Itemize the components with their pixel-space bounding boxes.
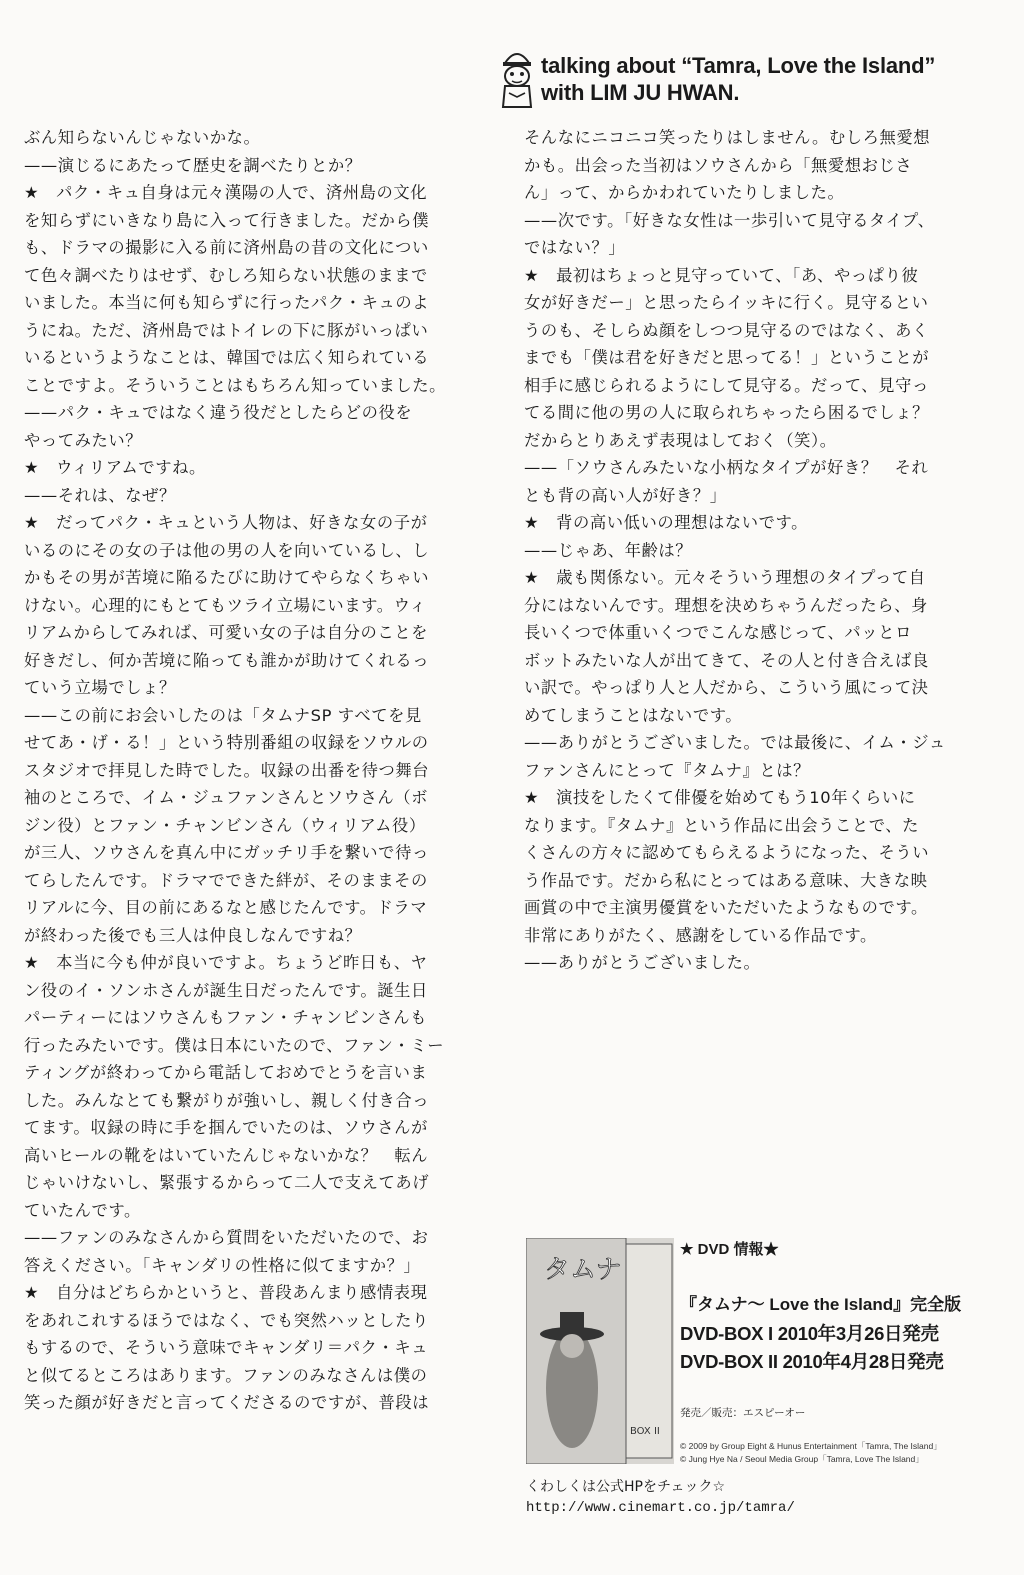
- text-line: 分にはないんです。理想を決めちゃうんだったら、身: [524, 595, 928, 615]
- text-line: てらしたんです。ドラマでできた絆が、そのままその: [24, 870, 428, 890]
- text-line: ★ だってパク・キュという人物は、好きな女の子が: [24, 513, 428, 532]
- text-line: そんなにニコニコ笑ったりはしません。むしろ無愛想: [524, 128, 931, 147]
- text-line: した。みんなとても繋がりが強いし、親しく付き合っ: [24, 1090, 430, 1110]
- text-line: ——次です。「好きな女性は一歩引いて見守るタイプ、: [524, 210, 935, 230]
- dvd-check-note: くわしくは公式HPをチェック☆: [526, 1479, 726, 1495]
- text-line: ン役のイ・ソンホさんが誕生日だったんです。誕生日: [24, 980, 428, 1000]
- text-line: が三人、ソウさんを真ん中にガッチリ手を繋いで待っ: [24, 843, 429, 862]
- text-line: ティングが終わってから電話しておめでとうを言いま: [24, 1063, 428, 1082]
- text-line: までも「僕は君を好きだと思ってる！」ということが: [524, 348, 930, 367]
- dol-hareubang-icon: [497, 45, 537, 111]
- text-line: ——じゃあ、年齢は？: [524, 540, 693, 560]
- article-header: [497, 45, 997, 115]
- header-line-2: with LIM JU HWAN.: [541, 80, 740, 105]
- left-column: [24, 124, 498, 1417]
- text-line: けない。心理的にもとてもツライ立場にいます。ウィ: [24, 595, 427, 615]
- text-line: ——この前にお会いしたのは「タムナSP すべてを見: [24, 705, 422, 725]
- dvd-copyright-2: © Jung Hye Na / Seoul Media Group「Tamra, Love The Island」: [680, 1454, 924, 1464]
- dvd-copyright-1: © 2009 by Group Eight & Hunus Entertainment「Tamra, The Island」: [680, 1441, 942, 1451]
- header-line-1: talking about “Tamra, Love the Island”: [541, 53, 936, 78]
- text-line: いました。本当に何も知らずに行ったパク・キュのよ: [24, 293, 430, 312]
- text-line: 画賞の中で主演男優賞をいただいたようなものです。: [524, 898, 928, 917]
- dvd-title: 『タムナ〜 Love the Island』完全版: [680, 1295, 962, 1314]
- text-line: ——パク・キュではなく違う役だとしたらどの役を: [24, 403, 413, 422]
- text-line: 答えください。「キャンダリの性格に似てますか？」: [24, 1255, 421, 1275]
- text-line: 相手に感じられるようにして見守る。だって、見守っ: [524, 375, 929, 395]
- text-line: ボットみたいな人が出てきて、その人と付き合えば良: [524, 650, 929, 670]
- text-line: めてしまうことはないです。: [524, 705, 743, 725]
- text-line: 高いヒールの靴をはいていたんじゃないかな？ 転ん: [24, 1145, 429, 1165]
- dvd-box1-release: DVD-BOX I 2010年3月26日発売: [680, 1323, 939, 1344]
- text-line: ていたんです。: [24, 1200, 141, 1220]
- text-line: ていう立場でしょ？: [24, 678, 176, 697]
- text-line: 非常にありがたく、感謝をしている作品です。: [524, 925, 877, 945]
- text-line: ★ 背の高い低いの理想はないです。: [524, 513, 808, 532]
- right-column: [524, 124, 984, 977]
- text-line: いるのにその女の子は他の男の人を向いているし、し: [24, 540, 430, 560]
- text-line: かもその男が苦境に陥るたびに助けてやらなくちゃい: [24, 568, 430, 587]
- text-line: ——ありがとうございました。では最後に、イム・ジュ: [524, 733, 946, 752]
- text-line: 袖のところで、イム・ジュファンさんとソウさん（ボ: [24, 788, 429, 807]
- dvd-heading: ★ DVD 情報★: [680, 1241, 779, 1258]
- text-line: ——「ソウさんみたいな小柄なタイプが好き？ それ: [524, 458, 929, 477]
- text-line: うにね。ただ、済州島ではトイレの下に豚がいっぱい: [24, 320, 429, 340]
- text-line: なります。『タムナ』という作品に出会うことで、た: [524, 815, 920, 835]
- text-line: リアルに今、目の前にあるなと感じたんです。ドラマ: [24, 898, 428, 917]
- text-line: ★ 歳も関係ない。元々そういう理想のタイプって自: [524, 568, 926, 587]
- dvd-box2-release: DVD-BOX II 2010年4月28日発売: [680, 1351, 944, 1372]
- text-line: ★ ウィリアムですね。: [24, 458, 206, 477]
- text-line: 笑った顔が好きだと言ってくださるのですが、普段は: [24, 1393, 430, 1412]
- text-line: 好きだし、何か苦境に陥っても誰かが助けてくれるっ: [24, 650, 430, 670]
- text-line: をあれこれするほうではなく、でも突然ハッとしたり: [24, 1310, 429, 1330]
- text-line: てます。収録の時に手を掴んでいたのは、ソウさんが: [24, 1118, 428, 1137]
- text-line: て色々調べたりはせず、むしろ知らない状態のままで: [24, 265, 428, 285]
- text-line: ★ 本当に今も仲が良いですよ。ちょうど昨日も、ヤ: [24, 953, 428, 972]
- text-line: ——ありがとうございました。: [524, 953, 761, 972]
- text-line: ジン役）とファン・チャンビンさん（ウィリアム役）: [24, 815, 426, 835]
- text-line: を知らずにいきなり島に入って行きました。だから僕: [24, 210, 430, 230]
- text-line: ★ 最初はちょっと見守っていて、「あ、やっぱり彼: [524, 265, 919, 285]
- text-line: くさんの方々に認めてもらえるようになった、そうい: [524, 843, 930, 862]
- dvd-url-link[interactable]: http://www.cinemart.co.jp/tamra/: [526, 1500, 795, 1516]
- text-line: やってみたい？: [24, 430, 143, 450]
- text-line: う作品です。だから私にとってはある意味、大きな映: [524, 870, 928, 890]
- text-line: ★ 自分はどちらかというと、普段あんまり感情表現: [24, 1283, 428, 1302]
- text-line: 行ったみたいです。僕は日本にいたので、ファン・ミー: [24, 1035, 445, 1055]
- text-line: ——ファンのみなさんから質問をいただいたので、お: [24, 1228, 429, 1247]
- text-line: もするので、そういう意味でキャンダリ＝パク・キュ: [24, 1338, 429, 1357]
- dvd-cover-title: タムナ: [544, 1255, 622, 1285]
- text-line: ん」って、からかわれていたりしました。: [524, 183, 845, 202]
- text-line: い訳で。やっぱり人と人だから、こういう風にって決: [524, 678, 929, 697]
- text-line: 長いくつで体重いくつでこんな感じって、パッとロ: [524, 623, 912, 642]
- text-line: ——それは、なぜ？: [24, 485, 176, 505]
- text-line: スタジオで拝見した時でした。収録の出番を待つ舞台: [24, 760, 430, 780]
- text-line: てる間に他の男の人に取られちゃったら困るでしょ？: [524, 403, 929, 422]
- text-line: ことですよ。そういうことはもちろん知っていました。: [24, 375, 447, 395]
- text-line: パーティーにはソウさんもファン・チャンビンさんも: [24, 1008, 428, 1027]
- text-line: ★ パク・キュ自身は元々漢陽の人で、済州島の文化: [24, 183, 428, 202]
- text-line: が終わった後でも三人は仲良しなんですね？: [24, 925, 362, 945]
- text-line: ——演じるにあたって歴史を調べたりとか？: [24, 155, 362, 175]
- text-line: とも背の高い人が好き？」: [524, 485, 727, 505]
- text-line: せてあ・げ・る！」という特別番組の収録をソウルの: [24, 733, 429, 752]
- text-line: と似てるところはあります。ファンのみなさんは僕の: [24, 1365, 428, 1385]
- text-line: ぶん知らないんじゃないかな。: [24, 128, 261, 147]
- text-line: うのも、そしらぬ顔をしつつ見守るのではなく、あく: [524, 320, 929, 340]
- text-line: リアムからしてみれば、可愛い女の子は自分のことを: [24, 623, 429, 642]
- text-line: 女が好きだー」と思ったらイッキに行く。見守るとい: [524, 293, 929, 312]
- text-line: かも。出会った当初はソウさんから「無愛想おじさ: [524, 155, 913, 175]
- text-line: だからとりあえず表現はしておく（笑）。: [524, 430, 837, 450]
- text-line: ★ 演技をしたくて俳優を始めてもう10年くらいに: [524, 788, 916, 807]
- text-line: ファンさんにとって『タムナ』とは？: [524, 760, 811, 780]
- text-line: も、ドラマの撮影に入る前に済州島の昔の文化につい: [24, 238, 429, 257]
- dvd-seller: 発売／販売：エスピーオー: [680, 1407, 806, 1419]
- text-line: じゃいけないし、緊張するからって二人で支えてあげ: [24, 1173, 430, 1192]
- text-line: ではない？」: [524, 238, 626, 257]
- dvd-box-label: BOX II: [630, 1426, 660, 1437]
- text-line: いるというようなことは、韓国では広く知られている: [24, 348, 430, 367]
- dvd-box-cover: [526, 1238, 674, 1464]
